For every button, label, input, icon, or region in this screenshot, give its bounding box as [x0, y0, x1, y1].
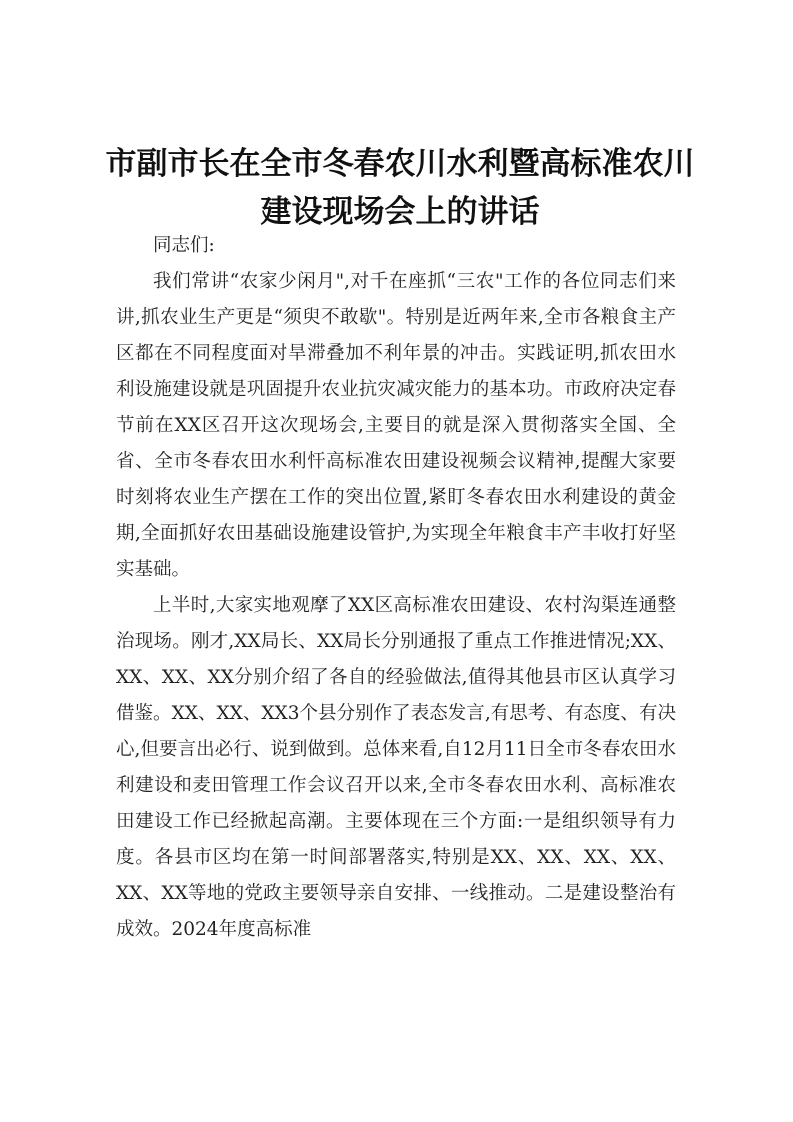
- paragraph-1: 我们常讲“农家少闲月",对千在座抓“三农"工作的各位同志们来讲,抓农业生产更是“须臾不敢歇"。特别是近两年来,全市各粮食主产区都在不同程度面对旱滞叠加不利年景的冲击。实践证明,抓农田水利设施建设就是巩固提升农业抗灾减灾能力的基本功。市政府决定春节前在XX区召开这次现场会,主要目的就是深入贯彻落实全国、全省、全市冬春农田水利忓高标准农田建设视频会议精神,提醒大家要时刻将农业生产摆在工作的突出位置,紧盯冬春农田水利建设的黄金期,全面抓好农田基础设施建设管护,为实现全年粮食丰产丰收打好坚实基础。: [116, 271, 676, 580]
- paragraph-2: 上半时,大家实地观摩了XX区高标准农田建设、农村沟渠连通整治现场。刚才,XX局长、XX局长分别通报了重点工作推进情况;XX、XX、XX、XX分别介绍了各自的经验做法,值得其他县市区认真学习借鉴。XX、XX、XX3个县分别作了表态发言,有思考、有态度、有决心,但要言出必行、说到做到。总体来看,自12月11日全市冬春农田水利建设和麦田管理工作会议召开以来,全市冬春农田水利、高标准农田建设工作已经掀起高潮。主要体现在三个方面:一是组织领导有力度。各县市区均在第一时间部署落实,特别是XX、XX、XX、XX、XX、XX等地的党政主要领导亲自安排、一线推动。二是建设整治有成效。2024年度高标准: [116, 595, 676, 940]
- document-body: [116, 228, 676, 948]
- salutation: 同志们:: [153, 235, 215, 256]
- document-title: 市副市长在全市冬春农川水利暨高标准农川建设现场会上的讲话: [105, 146, 695, 230]
